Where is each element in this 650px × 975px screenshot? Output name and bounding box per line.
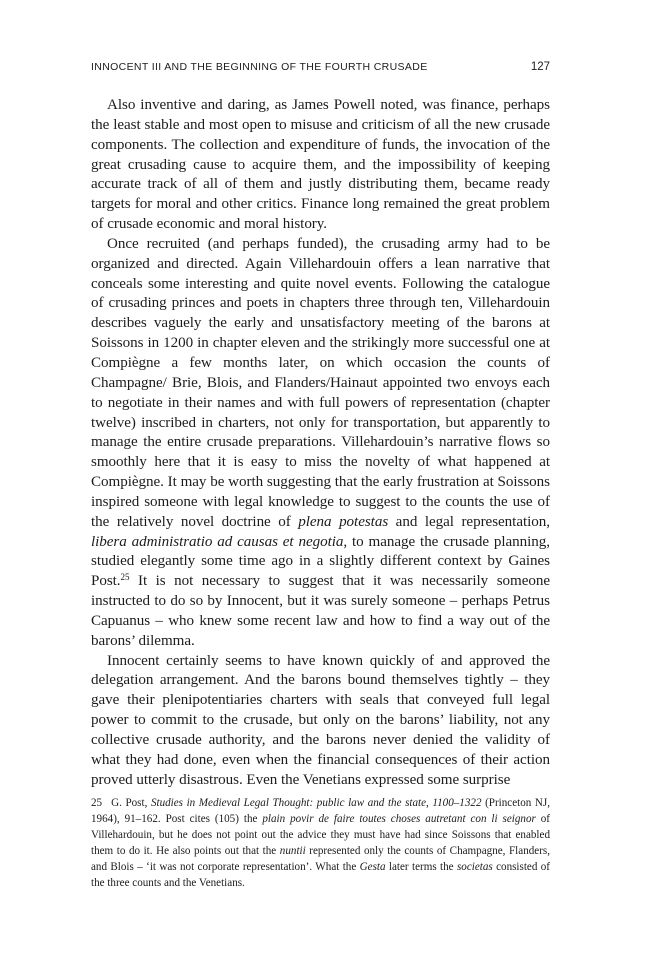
text-run: and legal representation, [388, 513, 550, 530]
italic-text: Studies in Medieval Legal Thought: public law and the state, 1100–1322 [150, 797, 482, 809]
running-head [91, 61, 550, 77]
italic-text: plain povir de faire toutes choses autretant con li seignor [262, 813, 536, 826]
paragraph [91, 235, 550, 652]
text-run: G. Post, [111, 797, 151, 809]
paragraph [91, 96, 550, 235]
footnote-text [91, 797, 550, 889]
text-run: of Villehardouin, but he does not point out the advice they must have had since Soissons that enabled them to do it. He also points out that the [91, 813, 551, 858]
text-run: Also inventive and daring, as James Powell noted, was finance, perhaps the least stable and most open to misuse and criticism of all the new crusade components. The collection and expenditure of funds, the invocation of the great crusading cause to acquire them, and the impossibility of keeping accurate track of all of them and justly distributing them, became ready targets for moral and other critics. Finance long remained the great problem of crusade economic and moral history. [91, 97, 550, 233]
text-run: Once recruited (and perhaps funded), the crusading army had to be organized and directed. Again Villehardouin offers a lean narrative that conceals some interesting and quite novel events. Following the catalogue of crusading princes and poets in chapters three through ten, Villehardouin describes vaguely the early and unsatisfactory meeting of the barons at Soissons in 1200 in chapter eleven and the strikingly more successful one at Compiègne a few months later, on which occasion the counts of Champagne/ Brie, Blois, and Flanders/Hainaut appointed two envoys each to negotiate in their names and with full powers of representation (chapter twelve) inscribed in charters, not only for transportation, but apparently to manage the entire crusade preparations. Villehardouin’s narrative flows so smoothly here that it is easy to miss the novelty of what happened at Compiègne. It may be worth suggesting that the early frustration at Soissons inspired someone with legal knowledge to suggest to the counts the use of the relatively novel doctrine of [91, 235, 550, 530]
running-title: INNOCENT III AND THE BEGINNING OF THE FOURTH CRUSADE [91, 61, 428, 73]
italic-text: nuntii [279, 845, 306, 858]
text-run: represented only the counts of Champagne, Flanders, and Blois – ‘it was not corporate representation’. What the [91, 845, 550, 874]
text-run: Innocent certainly seems to have known quickly of and approved the delegation arrangement. And the barons bound themselves tightly – they gave their plenipotentiaries charters with seals that conveyed full legal power to commit to the crusade, but only on the barons’ liability, not any collective crusade authority, and the barons never denied the validity of what they had done, even when the financial consequences of their action proved utterly disastrous. Even the Venetians expressed some surprise [91, 652, 550, 788]
body-text [91, 96, 550, 791]
italic-text: libera administratio ad causas et negotia [91, 533, 344, 550]
text-run: (Princeton NJ, 1964), 91–162. Post cites (105) the [91, 797, 550, 826]
text-run: later terms the [385, 861, 457, 874]
text-run: consisted of the three counts and the Venetians. [91, 861, 551, 890]
italic-text: Gesta [359, 861, 386, 874]
italic-text: societas [456, 861, 493, 874]
footnote-ref: 25 [120, 572, 130, 583]
text-run: It is not necessary to suggest that it was necessarily someone instructed to do so by Innocent, but it was surely someone – perhaps Petrus Capuanus – who knew some recent law and how to find a way out of the barons’ dilemma. [91, 573, 550, 649]
text-run: , to manage the crusade planning, studied elegantly some time ago in a slightly different context by Gaines Post. [91, 533, 550, 590]
footnote-number: 25 [91, 797, 103, 809]
paragraph [91, 652, 550, 791]
italic-text: plena potestas [298, 513, 389, 530]
page-number: 127 [530, 61, 550, 73]
footnotes [91, 795, 550, 892]
footnote [91, 795, 550, 892]
